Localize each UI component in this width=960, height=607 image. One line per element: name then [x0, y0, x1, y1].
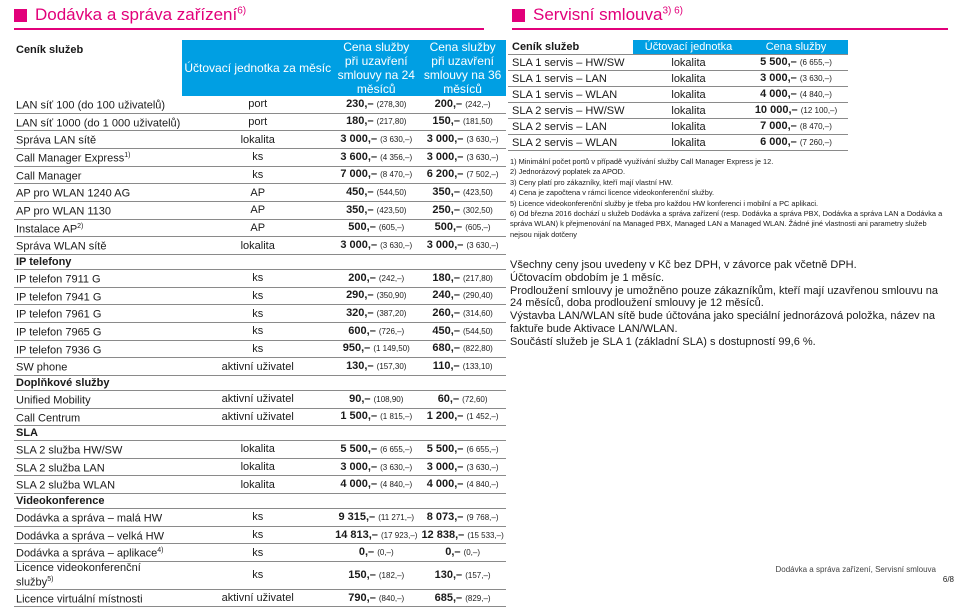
note-paragraph: Součástí služeb je SLA 1 (základní SLA) s dostupností 99,6 %.	[510, 335, 816, 348]
price-36: 150,– (181,50)	[419, 113, 505, 131]
service-row	[508, 71, 848, 87]
billing-unit: ks	[182, 562, 333, 590]
table-row	[14, 269, 506, 287]
billing-unit: aktivní uživatel	[182, 390, 333, 408]
price-24: 790,– (840,–)	[333, 589, 419, 607]
billing-unit: ks	[182, 305, 333, 323]
service-name: Call Centrum	[14, 408, 182, 426]
billing-unit: port	[182, 96, 333, 113]
table-row	[14, 544, 506, 562]
left-section-header	[14, 4, 246, 26]
price-36: 240,– (290,40)	[419, 287, 505, 305]
col-header-unit: Účtovací jednotka za měsíc	[182, 40, 333, 96]
price-36: 130,– (157,–)	[419, 562, 505, 590]
billing-unit: ks	[182, 166, 333, 184]
price-36: 4 000,– (4 840,–)	[419, 476, 505, 494]
price-36: 1 200,– (1 452,–)	[419, 408, 505, 426]
table-row	[14, 113, 506, 131]
service-name: SLA 1 servis – HW/SW	[508, 55, 633, 71]
price-36: 5 500,– (6 655,–)	[419, 441, 505, 459]
service-row	[508, 103, 848, 119]
table-row	[14, 219, 506, 237]
service-name: SLA 1 servis – LAN	[508, 71, 633, 87]
price-36: 110,– (133,10)	[419, 358, 505, 376]
service-price: 10 000,– (12 100,–)	[744, 103, 848, 119]
billing-unit: lokalita	[633, 103, 744, 119]
footnote: 4) Cena je započtena v rámci licence videokonferenční služby.	[510, 188, 715, 198]
price-36: 0,– (0,–)	[419, 544, 505, 562]
billing-unit: ks	[182, 287, 333, 305]
svc-col-header-service: Ceník služeb	[508, 40, 633, 55]
service-name: IP telefon 7911 G	[14, 269, 182, 287]
service-table	[508, 40, 848, 151]
service-name: IP telefon 7936 G	[14, 340, 182, 358]
service-name: Licence videokonferenční služby$^{5)}$	[14, 562, 182, 590]
price-36: 60,– (72,60)	[419, 390, 505, 408]
price-24: 950,– (1 149,50)	[333, 340, 419, 358]
billing-unit: port	[182, 113, 333, 131]
footnotes	[510, 157, 948, 240]
service-row	[508, 119, 848, 135]
billing-unit: aktivní uživatel	[182, 358, 333, 376]
price-24: 230,– (278,30)	[333, 96, 419, 113]
price-24: 290,– (350,90)	[333, 287, 419, 305]
service-table-body	[508, 55, 848, 151]
notes	[510, 259, 948, 349]
service-name: SLA 2 servis – WLAN	[508, 135, 633, 151]
table-row	[14, 562, 506, 590]
table-row	[14, 201, 506, 219]
service-name: LAN síť 1000 (do 1 000 uživatelů)	[14, 113, 182, 131]
price-24: 350,– (423,50)	[333, 201, 419, 219]
service-name: SW phone	[14, 358, 182, 376]
service-name: SLA 2 servis – HW/SW	[508, 103, 633, 119]
billing-unit: lokalita	[182, 458, 333, 476]
price-36: 6 200,– (7 502,–)	[419, 166, 505, 184]
right-section-header	[512, 4, 683, 26]
section-title: Videokonference	[14, 494, 506, 509]
right-section-title: Servisní smlouva$^{3) 6)}$	[533, 5, 683, 24]
service-name: Dodávka a správa – velká HW	[14, 526, 182, 544]
price-24: 5 500,– (6 655,–)	[333, 441, 419, 459]
footnote: 5) Licence videokonferenční služby je třeba pro každou HW konferenci i mobilní a PC aplikaci.	[510, 198, 819, 208]
service-price: 5 500,– (6 655,–)	[744, 55, 848, 71]
service-price: 6 000,– (7 260,–)	[744, 135, 848, 151]
price-24: 90,– (108,90)	[333, 390, 419, 408]
billing-unit: aktivní uživatel	[182, 589, 333, 607]
service-name: Instalace AP$^{2)}$	[14, 219, 182, 237]
header-square-icon	[14, 9, 27, 22]
table-row	[14, 237, 506, 255]
price-table-header	[14, 40, 506, 96]
service-name: SLA 2 služba WLAN	[14, 476, 182, 494]
service-name: Call Manager	[14, 166, 182, 184]
price-24: 320,– (387,20)	[333, 305, 419, 323]
price-24: 4 000,– (4 840,–)	[333, 476, 419, 494]
note-paragraph: Účtovacím obdobím je 1 měsíc.	[510, 271, 665, 284]
note-paragraph: Prodloužení smlouvy je umožněno pouze zákazníkům, kteří mají uzavřenou smlouvu na 24 měsíců, doba prodloužení smlouvy je 12 měsíců.	[510, 284, 938, 310]
service-name: SLA 2 služba LAN	[14, 458, 182, 476]
price-24: 450,– (544,50)	[333, 184, 419, 202]
col-header-price-36: Cena služby při uzavření smlouvy na 36 měsíců	[419, 40, 505, 96]
note-paragraph: Všechny ceny jsou uvedeny v Kč bez DPH, v závorce pak včetně DPH.	[510, 259, 857, 271]
page-number: 6/8	[942, 575, 954, 584]
service-name: Správa WLAN sítě	[14, 237, 182, 255]
service-name: Licence virtuální místnosti	[14, 589, 182, 607]
price-36: 350,– (423,50)	[419, 184, 505, 202]
price-36: 685,– (829,–)	[419, 589, 505, 607]
billing-unit: lokalita	[633, 71, 744, 87]
price-24: 180,– (217,80)	[333, 113, 419, 131]
svc-col-header-unit: Účtovací jednotka	[633, 40, 744, 55]
price-24: 130,– (157,30)	[333, 358, 419, 376]
price-24: 1 500,– (1 815,–)	[333, 408, 419, 426]
service-name: Správa LAN sítě	[14, 131, 182, 149]
table-section-row	[14, 375, 506, 390]
table-section-row	[14, 426, 506, 441]
service-price: 7 000,– (8 470,–)	[744, 119, 848, 135]
billing-unit: ks	[182, 340, 333, 358]
footer-text: Dodávka a správa zařízení, Servisní smlouva	[775, 565, 936, 574]
table-row	[14, 148, 506, 166]
svc-col-header-price: Cena služby	[744, 40, 848, 55]
service-name: LAN síť 100 (do 100 uživatelů)	[14, 96, 182, 113]
billing-unit: lokalita	[633, 87, 744, 103]
note-paragraph: Výstavba LAN/WLAN sítě bude účtována jako speciální jednorázová položka, název na faktuře bude Aktivace LAN/WLAN.	[510, 310, 935, 335]
header-square-icon	[512, 9, 525, 22]
price-24: 150,– (182,–)	[333, 562, 419, 590]
price-24: 3 600,– (4 356,–)	[333, 148, 419, 166]
price-36: 3 000,– (3 630,–)	[419, 131, 505, 149]
service-name: IP telefon 7961 G	[14, 305, 182, 323]
service-name: SLA 1 servis – WLAN	[508, 87, 633, 103]
service-name: AP pro WLAN 1130	[14, 201, 182, 219]
price-table	[14, 40, 506, 607]
service-name: SLA 2 servis – LAN	[508, 119, 633, 135]
billing-unit: aktivní uživatel	[182, 408, 333, 426]
price-24: 500,– (605,–)	[333, 219, 419, 237]
price-24: 7 000,– (8 470,–)	[333, 166, 419, 184]
service-table-header	[508, 40, 848, 55]
service-name: IP telefon 7965 G	[14, 322, 182, 340]
price-36: 200,– (242,–)	[419, 96, 505, 113]
billing-unit: ks	[182, 544, 333, 562]
col-header-service: Ceník služeb	[14, 40, 182, 96]
left-header-rule	[14, 28, 484, 30]
table-row	[14, 340, 506, 358]
price-24: 200,– (242,–)	[333, 269, 419, 287]
footnote: 3) Ceny platí pro zákazníky, kteří mají vlastní HW.	[510, 177, 673, 187]
price-36: 8 073,– (9 768,–)	[419, 509, 505, 527]
price-24: 3 000,– (3 630,–)	[333, 237, 419, 255]
price-36: 180,– (217,80)	[419, 269, 505, 287]
billing-unit: AP	[182, 184, 333, 202]
table-row	[14, 166, 506, 184]
table-row	[14, 390, 506, 408]
table-row	[14, 476, 506, 494]
table-row	[14, 96, 506, 113]
table-row	[14, 305, 506, 323]
table-row	[14, 526, 506, 544]
section-title: IP telefony	[14, 254, 506, 269]
price-24: 3 000,– (3 630,–)	[333, 458, 419, 476]
service-price: 3 000,– (3 630,–)	[744, 71, 848, 87]
table-row	[14, 322, 506, 340]
footnote: 1) Minimální počet portů v případě využívání služby Call Manager Express je 12.	[510, 157, 774, 166]
price-24: 0,– (0,–)	[333, 544, 419, 562]
table-section-row	[14, 494, 506, 509]
billing-unit: ks	[182, 322, 333, 340]
table-row	[14, 358, 506, 376]
price-36: 500,– (605,–)	[419, 219, 505, 237]
price-36: 3 000,– (3 630,–)	[419, 458, 505, 476]
service-name: SLA 2 služba HW/SW	[14, 441, 182, 459]
billing-unit: lokalita	[182, 237, 333, 255]
price-36: 12 838,– (15 533,–)	[419, 526, 505, 544]
price-36: 450,– (544,50)	[419, 322, 505, 340]
price-24: 9 315,– (11 271,–)	[333, 509, 419, 527]
service-name: IP telefon 7941 G	[14, 287, 182, 305]
footnote: 2) Jednorázový poplatek za APOD.	[510, 167, 626, 177]
table-section-row	[14, 254, 506, 269]
billing-unit: lokalita	[633, 119, 744, 135]
service-price: 4 000,– (4 840,–)	[744, 87, 848, 103]
section-title: SLA	[14, 426, 506, 441]
billing-unit: ks	[182, 526, 333, 544]
table-row	[14, 287, 506, 305]
billing-unit: lokalita	[182, 441, 333, 459]
billing-unit: lokalita	[182, 131, 333, 149]
billing-unit: lokalita	[633, 55, 744, 71]
price-24: 600,– (726,–)	[333, 322, 419, 340]
table-row	[14, 509, 506, 527]
price-36: 3 000,– (3 630,–)	[419, 148, 505, 166]
service-row	[508, 135, 848, 151]
service-name: Dodávka a správa – malá HW	[14, 509, 182, 527]
price-table-body	[14, 96, 506, 607]
billing-unit: AP	[182, 201, 333, 219]
service-name: Dodávka a správa – aplikace$^{4)}$	[14, 544, 182, 562]
service-name: Call Manager Express$^{1)}$	[14, 148, 182, 166]
right-header-rule	[512, 28, 948, 30]
service-name: AP pro WLAN 1240 AG	[14, 184, 182, 202]
left-section-title: Dodávka a správa zařízení$^{6)}$	[35, 5, 247, 24]
service-row	[508, 87, 848, 103]
billing-unit: ks	[182, 509, 333, 527]
billing-unit: AP	[182, 219, 333, 237]
table-row	[14, 184, 506, 202]
billing-unit: lokalita	[182, 476, 333, 494]
service-row	[508, 55, 848, 71]
col-header-price-24: Cena služby při uzavření smlouvy na 24 měsíců	[333, 40, 419, 96]
price-24: 3 000,– (3 630,–)	[333, 131, 419, 149]
price-36: 3 000,– (3 630,–)	[419, 237, 505, 255]
price-36: 250,– (302,50)	[419, 201, 505, 219]
billing-unit: ks	[182, 148, 333, 166]
table-row	[14, 441, 506, 459]
price-36: 260,– (314,60)	[419, 305, 505, 323]
footnote: 6) Od března 2016 dochází u služeb Dodávka a správa zařízení (resp. Dodávka a správa PBX, Dodávka a správa LAN a Dodávka a správa WLAN) k přejmenování na Managed PBX, Managed LAN a Managed WLAN. Žádné jiné vlastnosti ani parametry služeb nejsou nijak dotčeny	[510, 209, 943, 239]
section-title: Doplňkové služby	[14, 375, 506, 390]
price-36: 680,– (822,80)	[419, 340, 505, 358]
table-row	[14, 458, 506, 476]
table-row	[14, 131, 506, 149]
billing-unit: ks	[182, 269, 333, 287]
service-name: Unified Mobility	[14, 390, 182, 408]
table-row	[14, 408, 506, 426]
billing-unit: lokalita	[633, 135, 744, 151]
price-24: 14 813,– (17 923,–)	[333, 526, 419, 544]
